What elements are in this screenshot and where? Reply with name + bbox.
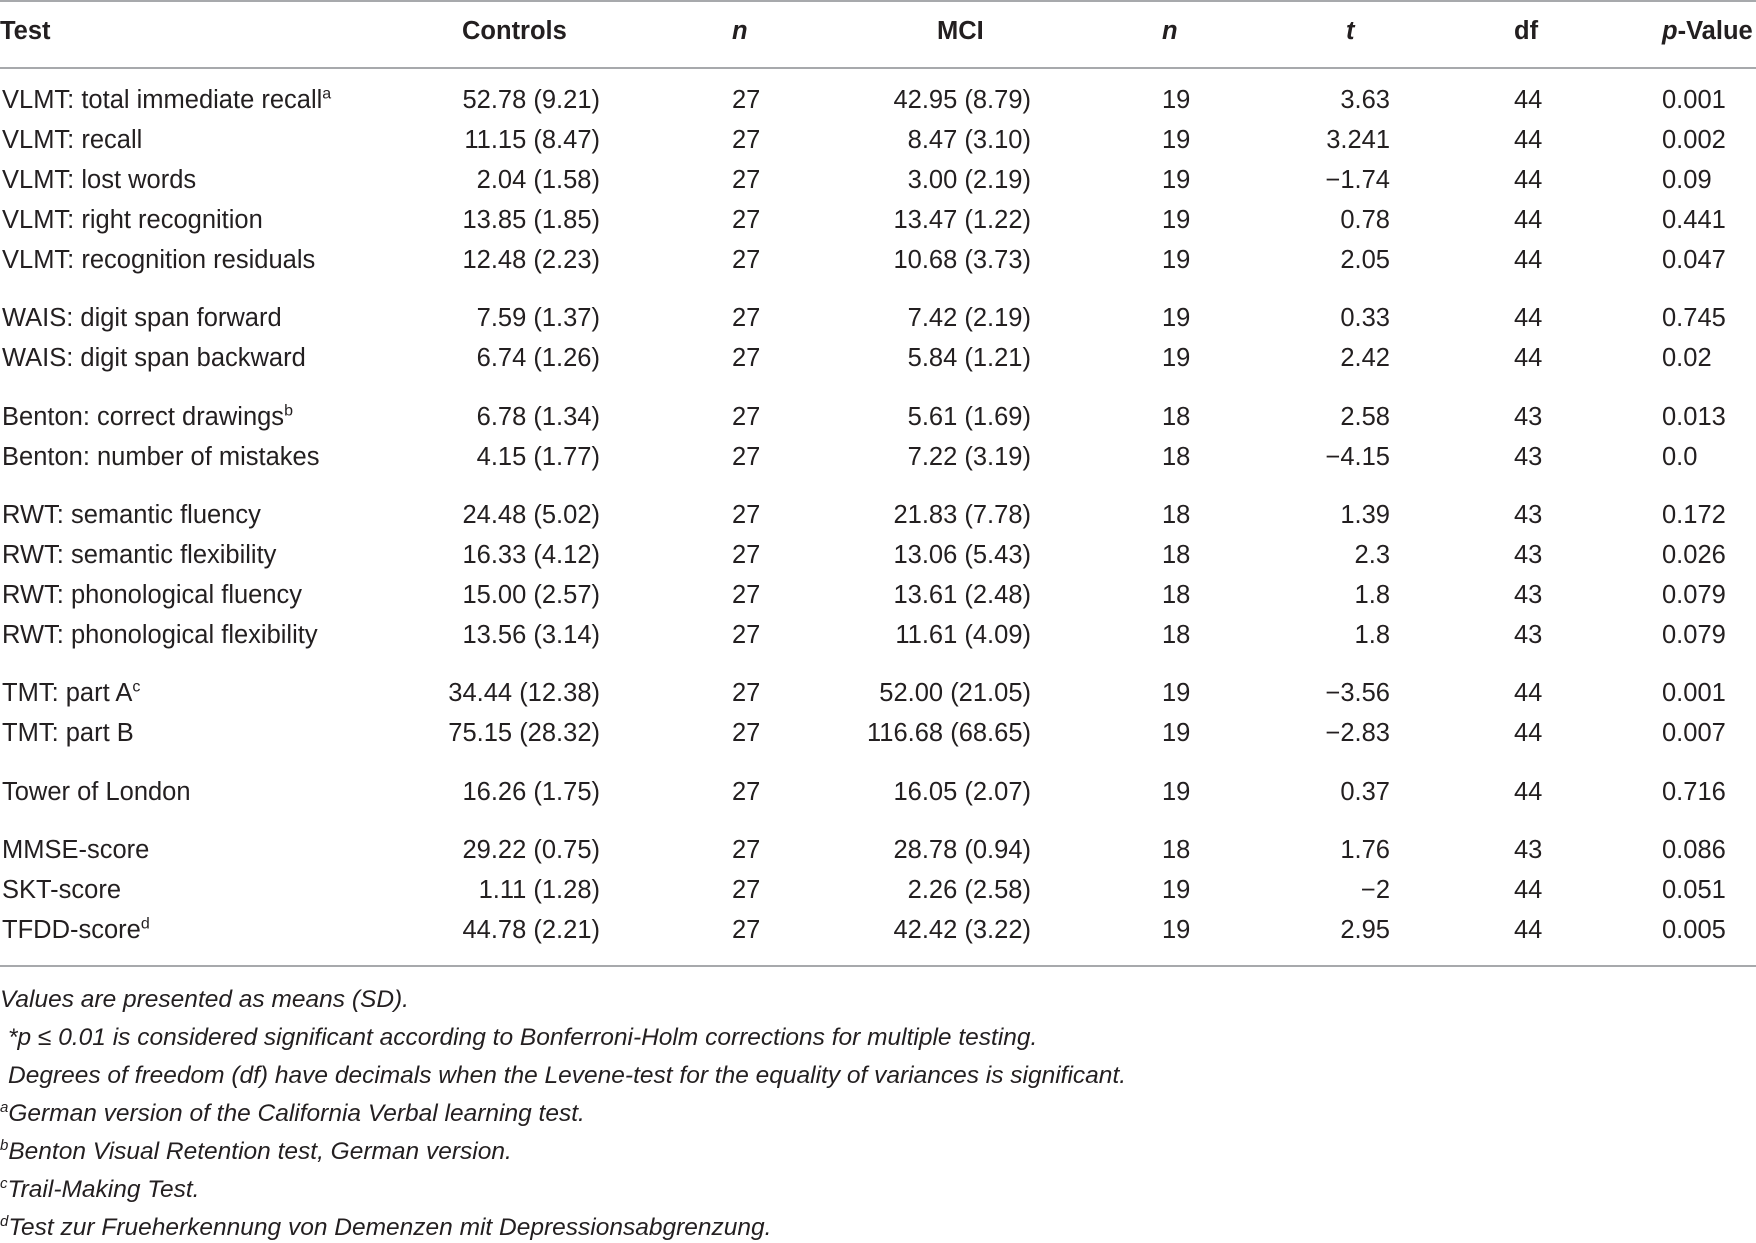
- cell-n-mci: 18: [1162, 541, 1191, 569]
- header-controls: Controls: [462, 17, 567, 45]
- footnote-marker: b: [284, 402, 293, 420]
- footnote-text: German version of the California Verbal learning test.: [8, 1100, 585, 1127]
- cell-mci: 42.42 (3.22): [893, 916, 1031, 944]
- footnote-mark: b: [0, 1136, 9, 1154]
- footnote: [0, 1213, 771, 1243]
- footnote-marker: a: [322, 85, 332, 103]
- cell-n-controls: 27: [732, 443, 761, 471]
- cell-controls: 2.04 (1.58): [476, 166, 600, 194]
- cell-mci: 7.22 (3.19): [907, 443, 1031, 471]
- cell-t: −1.74: [1325, 166, 1390, 194]
- cell-t: 2.3: [1354, 541, 1390, 569]
- cell-t: 0.37: [1340, 778, 1390, 806]
- cell-t: 1.76: [1340, 836, 1390, 864]
- cell-test: TMT: part $A^c$: [2, 678, 141, 707]
- cell-n-controls: 27: [732, 344, 761, 372]
- cell-df: 44: [1514, 166, 1543, 194]
- cell-mci: 42.95 (8.79): [893, 86, 1031, 114]
- footnote-text: Degrees of freedom (df) have decimals when the Levene-test for the equality of variances is significant.: [8, 1062, 1127, 1089]
- cell-test: TFDD-score$^d$: [2, 915, 150, 944]
- cell-df: 44: [1514, 876, 1543, 904]
- cell-n-controls: 27: [732, 916, 761, 944]
- cell-controls: 34.44 (12.38): [448, 679, 600, 707]
- cell-mci: 116.68 (68.65): [867, 719, 1031, 747]
- cell-df: 43: [1514, 541, 1543, 569]
- cell-t: 0.78: [1340, 206, 1390, 234]
- cell-df: 44: [1514, 126, 1543, 154]
- cell-mci: 8.47 (3.10): [907, 126, 1031, 154]
- cell-t: 0.33: [1340, 304, 1390, 332]
- cell-mci: 16.05 (2.07): [893, 778, 1031, 806]
- cell-n-mci: 18: [1162, 501, 1191, 529]
- footnote: [0, 1099, 585, 1129]
- table-top-rule: [0, 0, 1756, 2]
- cell-p-value: 0.013: [1662, 403, 1726, 431]
- cell-n-controls: 27: [732, 621, 761, 649]
- cell-n-controls: 27: [732, 126, 761, 154]
- cell-mci: 21.83 (7.78): [893, 501, 1031, 529]
- cell-controls: 15.00 (2.57): [462, 581, 600, 609]
- header-t: t: [1346, 17, 1355, 45]
- cell-df: 43: [1514, 403, 1543, 431]
- cell-t: −2.83: [1325, 719, 1390, 747]
- cell-p-value: 0.007: [1662, 719, 1726, 747]
- cell-n-mci: 19: [1162, 166, 1191, 194]
- cell-t: 2.58: [1340, 403, 1390, 431]
- cell-mci: 11.61 (4.09): [895, 621, 1031, 649]
- footnote-mark: c: [0, 1174, 8, 1192]
- cell-test: WAIS: digit span forward: [2, 304, 282, 332]
- cell-controls: 1.11 (1.28): [478, 876, 600, 904]
- cell-p-value: 0.0: [1662, 443, 1698, 471]
- cell-n-controls: 27: [732, 778, 761, 806]
- header-df: df: [1514, 17, 1539, 45]
- header-p-suffix: -Value: [1677, 17, 1753, 45]
- cell-df: 44: [1514, 778, 1543, 806]
- cell-t: 2.95: [1340, 916, 1390, 944]
- cell-n-mci: 19: [1162, 778, 1191, 806]
- cell-n-mci: 19: [1162, 246, 1191, 274]
- cell-t: 3.63: [1340, 86, 1390, 114]
- footnote-marker: d: [140, 915, 150, 933]
- cell-mci: 5.61 (1.69): [907, 403, 1031, 431]
- cell-p-value: 0.172: [1662, 501, 1726, 529]
- cell-df: 43: [1514, 581, 1543, 609]
- cell-test: VLMT: recall: [2, 126, 143, 154]
- cell-df: 44: [1514, 916, 1543, 944]
- cell-controls: 13.56 (3.14): [462, 621, 600, 649]
- cell-test: MMSE-score: [2, 836, 150, 864]
- cell-test: Benton: correct drawings$^b$: [2, 402, 293, 431]
- cell-n-mci: 19: [1162, 679, 1191, 707]
- cell-controls: 16.26 (1.75): [462, 778, 600, 806]
- cell-test: WAIS: digit span backward: [2, 344, 306, 372]
- cell-mci: 28.78 (0.94): [893, 836, 1031, 864]
- cell-df: 44: [1514, 304, 1543, 332]
- header-n-controls: n: [732, 17, 748, 45]
- cell-controls: 13.85 (1.85): [462, 206, 600, 234]
- footnote: [0, 1175, 199, 1205]
- footnote-text: *p ≤ 0.01 is considered significant according to Bonferroni-Holm corrections for multiple testing.: [8, 1024, 1038, 1051]
- cell-test: RWT: semantic fluency: [2, 501, 261, 529]
- cell-df: 44: [1514, 206, 1543, 234]
- cell-df: 43: [1514, 443, 1543, 471]
- cell-n-mci: 18: [1162, 621, 1191, 649]
- cell-t: 1.39: [1340, 501, 1390, 529]
- table-bottom-rule: [0, 965, 1756, 967]
- cell-n-mci: 19: [1162, 86, 1191, 114]
- cell-test: VLMT: total immediate recall$^a$: [2, 85, 332, 114]
- cell-p-value: 0.079: [1662, 621, 1726, 649]
- cell-n-controls: 27: [732, 166, 761, 194]
- cell-n-controls: 27: [732, 679, 761, 707]
- cell-p-value: 0.02: [1662, 344, 1712, 372]
- cell-controls: 4.15 (1.77): [476, 443, 600, 471]
- cell-n-controls: 27: [732, 206, 761, 234]
- cell-n-controls: 27: [732, 581, 761, 609]
- cell-n-mci: 18: [1162, 443, 1191, 471]
- footnote-text: Benton Visual Retention test, German version.: [8, 1138, 512, 1165]
- cell-t: 3.241: [1326, 126, 1390, 154]
- cell-controls: 52.78 (9.21): [462, 86, 600, 114]
- cell-p-value: 0.441: [1662, 206, 1726, 234]
- cell-mci: 3.00 (2.19): [907, 166, 1031, 194]
- cell-mci: 2.26 (2.58): [907, 876, 1031, 904]
- cell-p-value: 0.051: [1662, 876, 1726, 904]
- cell-df: 43: [1514, 621, 1543, 649]
- cell-controls: 16.33 (4.12): [462, 541, 600, 569]
- header-n-mci: n: [1162, 17, 1178, 45]
- cell-p-value: 0.079: [1662, 581, 1726, 609]
- cell-p-value: 0.716: [1662, 778, 1726, 806]
- header-mci: MCI: [937, 17, 984, 45]
- header-test: Test: [0, 17, 51, 45]
- cell-t: 2.42: [1340, 344, 1390, 372]
- cell-test: VLMT: lost words: [2, 166, 197, 194]
- footnote-marker: c: [132, 678, 141, 696]
- cell-t: 1.8: [1354, 581, 1390, 609]
- cell-p-value: 0.026: [1662, 541, 1726, 569]
- header-p-value: [1662, 16, 1753, 46]
- cell-mci: 13.61 (2.48): [893, 581, 1031, 609]
- cell-p-value: 0.086: [1662, 836, 1726, 864]
- cell-n-controls: 27: [732, 541, 761, 569]
- footnote: [0, 1137, 512, 1167]
- cell-n-mci: 18: [1162, 403, 1191, 431]
- cell-n-mci: 19: [1162, 916, 1191, 944]
- cell-test: RWT: semantic flexibility: [2, 541, 277, 569]
- cell-controls: 29.22 (0.75): [462, 836, 600, 864]
- cell-t: 1.8: [1354, 621, 1390, 649]
- footnote-text: Values are presented as means (SD).: [0, 986, 409, 1013]
- cell-p-value: 0.001: [1662, 86, 1726, 114]
- cell-mci: 10.68 (3.73): [893, 246, 1031, 274]
- cell-test: Tower of London: [2, 778, 191, 806]
- cell-p-value: 0.005: [1662, 916, 1726, 944]
- cell-test: RWT: phonological fluency: [2, 581, 303, 609]
- cell-controls: 7.59 (1.37): [476, 304, 600, 332]
- cell-mci: 13.47 (1.22): [893, 206, 1031, 234]
- cell-mci: 7.42 (2.19): [907, 304, 1031, 332]
- cell-test: Benton: number of mistakes: [2, 443, 320, 471]
- header-bottom-rule: [0, 67, 1756, 69]
- cell-df: 44: [1514, 719, 1543, 747]
- cell-n-controls: 27: [732, 501, 761, 529]
- cell-n-controls: 27: [732, 719, 761, 747]
- cell-n-controls: 27: [732, 836, 761, 864]
- cell-controls: 24.48 (5.02): [462, 501, 600, 529]
- cell-controls: 12.48 (2.23): [462, 246, 600, 274]
- cell-test: VLMT: recognition residuals: [2, 246, 316, 274]
- cell-test: TMT: part B: [2, 719, 134, 747]
- cell-test: RWT: phonological flexibility: [2, 621, 318, 649]
- cell-n-mci: 19: [1162, 206, 1191, 234]
- cell-controls: 75.15 (28.32): [448, 719, 600, 747]
- cell-n-mci: 19: [1162, 876, 1191, 904]
- cell-n-mci: 19: [1162, 344, 1191, 372]
- cell-p-value: 0.001: [1662, 679, 1726, 707]
- cell-n-mci: 18: [1162, 836, 1191, 864]
- cell-n-controls: 27: [732, 403, 761, 431]
- cell-mci: 13.06 (5.43): [893, 541, 1031, 569]
- cell-n-mci: 18: [1162, 581, 1191, 609]
- cell-df: 43: [1514, 501, 1543, 529]
- cell-p-value: 0.745: [1662, 304, 1726, 332]
- cell-df: 43: [1514, 836, 1543, 864]
- footnote: [0, 985, 409, 1015]
- cell-test: VLMT: right recognition: [2, 206, 263, 234]
- cell-mci: 52.00 (21.05): [879, 679, 1031, 707]
- cell-df: 44: [1514, 246, 1543, 274]
- cell-mci: 5.84 (1.21): [907, 344, 1031, 372]
- cell-df: 44: [1514, 344, 1543, 372]
- cell-t: −2: [1360, 876, 1390, 904]
- cell-n-controls: 27: [732, 304, 761, 332]
- cell-p-value: 0.09: [1662, 166, 1712, 194]
- cell-controls: 44.78 (2.21): [462, 916, 600, 944]
- footnote-mark: d: [0, 1212, 9, 1230]
- cell-test: SKT-score: [2, 876, 122, 904]
- cell-df: 44: [1514, 679, 1543, 707]
- cell-t: −3.56: [1325, 679, 1390, 707]
- cell-n-mci: 19: [1162, 126, 1191, 154]
- cell-controls: 6.74 (1.26): [476, 344, 600, 372]
- header-p-letter: p: [1662, 17, 1678, 45]
- footnote-mark: a: [0, 1098, 9, 1116]
- footnote: [8, 1061, 1126, 1091]
- cell-p-value: 0.047: [1662, 246, 1726, 274]
- cell-p-value: 0.002: [1662, 126, 1726, 154]
- cell-t: −4.15: [1325, 443, 1390, 471]
- footnote-text: Trail-Making Test.: [7, 1176, 200, 1203]
- cell-controls: 6.78 (1.34): [476, 403, 600, 431]
- cell-controls: 11.15 (8.47): [464, 126, 600, 154]
- cell-n-controls: 27: [732, 876, 761, 904]
- cell-n-mci: 19: [1162, 304, 1191, 332]
- cell-n-controls: 27: [732, 86, 761, 114]
- footnote: [8, 1023, 1037, 1053]
- cell-df: 44: [1514, 86, 1543, 114]
- cell-n-mci: 19: [1162, 719, 1191, 747]
- cell-n-controls: 27: [732, 246, 761, 274]
- cell-t: 2.05: [1340, 246, 1390, 274]
- footnote-text: Test zur Frueherkennung von Demenzen mit Depressionsabgrenzung.: [8, 1214, 772, 1241]
